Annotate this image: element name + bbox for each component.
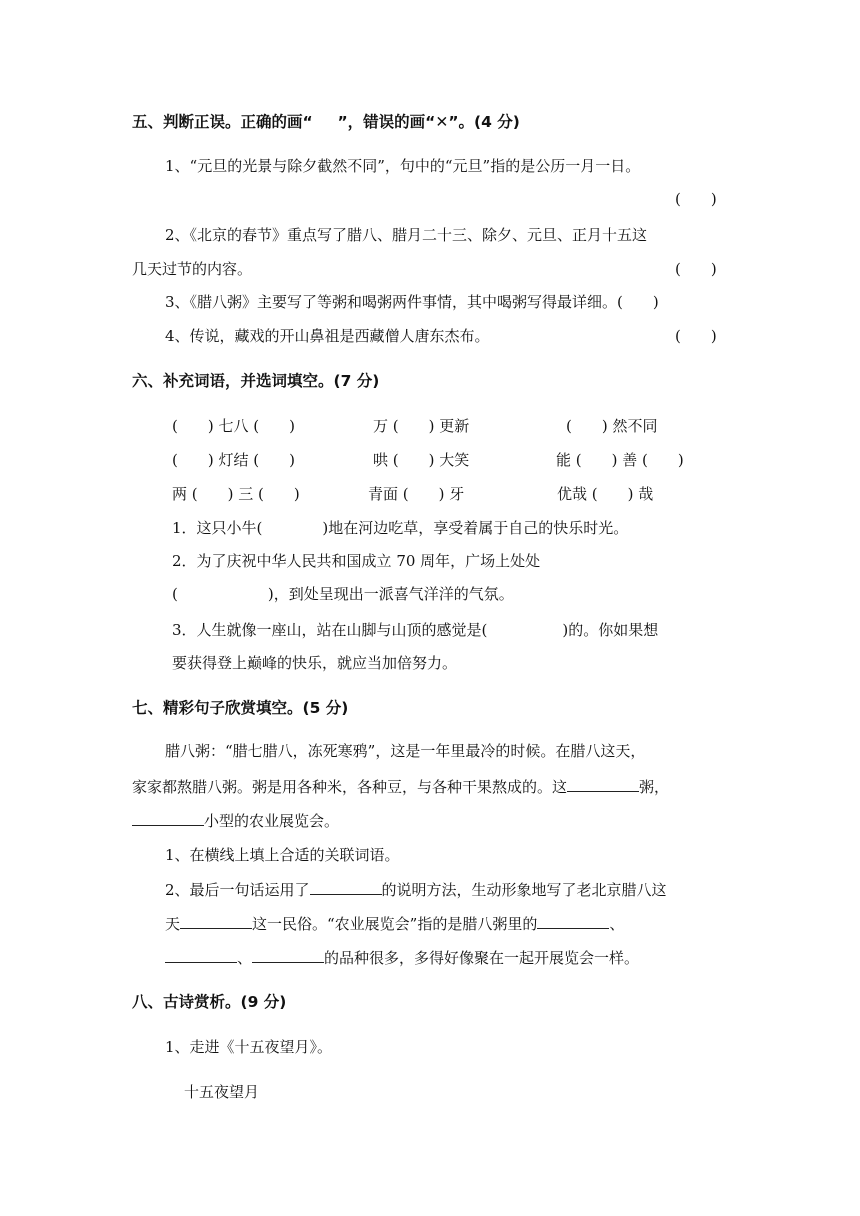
sec7-question-1: 1、在横线上填上合适的关联词语。 [165,846,400,864]
sec5-question-4: 4、传说，藏戏的开山鼻祖是西藏僧人唐东杰布。 [165,327,490,345]
sec5-question-2-line-1: 2、《北京的春节》重点写了腊八、腊月二十三、除夕、元旦、正月十五这 [165,226,648,244]
fill-sentence-1: 1．这只小牛( )地在河边吃草，享受着属于自己的快乐时光。 [172,519,629,537]
passage-line-1: 腊八粥：“腊七腊八，冻死寒鸦”，这是一年里最冷的时候。在腊八这天， [165,742,646,760]
sec7-question-2-line-2: 天 这一民俗。“农业展览会”指的是腊八粥里的 、 [165,915,625,933]
sec5-question-1: 1、“元旦的光景与除夕截然不同”，句中的“元旦”指的是公历一月一日。 [165,157,641,175]
word-fill-item[interactable]: 能 ( ) 善 ( ) [556,451,684,469]
word-fill-item[interactable]: ( ) 七八 ( ) [172,417,295,435]
answer-blank[interactable] [537,913,609,929]
fill-sentence-2-line-1: 2．为了庆祝中华人民共和国成立 70 周年，广场上处处 [172,552,541,570]
answer-blank[interactable] [567,776,639,792]
section-6-heading: 六、补充词语，并选词填空。(7 分) [132,372,380,390]
answer-blank[interactable] [310,879,382,895]
sec5-answer-paren-1[interactable]: ( ) [675,190,717,208]
word-fill-item[interactable]: 优哉 ( ) 哉 [557,485,654,503]
passage-line-3: 小型的农业展览会。 [132,810,339,831]
sec5-question-2-line-2: 几天过节的内容。 [132,260,253,278]
word-fill-item[interactable]: ( ) 灯结 ( ) [172,451,295,469]
section-7-heading: 七、精彩句子欣赏填空。(5 分) [132,699,349,717]
poem-title: 十五夜望月 [184,1083,260,1101]
answer-blank[interactable] [252,947,324,963]
sec5-answer-paren-4[interactable]: ( ) [675,327,717,345]
sec7-question-2-line-3: 、 的品种很多，多得好像聚在一起开展览会一样。 [165,947,639,968]
answer-blank[interactable] [165,947,237,963]
passage-line-2: 家家都熬腊八粥。粥是用各种米，各种豆，与各种干果熬成的。这 粥， [132,778,670,796]
word-fill-item[interactable]: 万 ( ) 更新 [373,417,470,435]
word-fill-item[interactable]: 两 ( ) 三 ( ) [172,485,300,503]
fill-sentence-3-line-1: 3．人生就像一座山，站在山脚与山顶的感觉是( )的。你如果想 [172,621,659,639]
section-8-heading: 八、古诗赏析。(9 分) [132,993,287,1011]
word-fill-item[interactable]: ( ) 然不同 [566,417,658,435]
sec8-question-1: 1、走进《十五夜望月》。 [165,1038,333,1056]
fill-sentence-2-line-2: ( )，到处呈现出一派喜气洋洋的气氛。 [172,585,514,603]
answer-blank[interactable] [180,913,252,929]
sec5-question-3: 3、《腊八粥》主要写了等粥和喝粥两件事情，其中喝粥写得最详细。( ) [165,293,659,311]
word-fill-item[interactable]: 哄 ( ) 大笑 [373,451,470,469]
answer-blank[interactable] [132,810,204,826]
word-fill-item[interactable]: 青面 ( ) 牙 [368,485,465,503]
fill-sentence-3-line-2: 要获得登上巅峰的快乐，就应当加倍努力。 [172,654,458,672]
section-5-heading: 五、判断正误。正确的画“ ”，错误的画“✕”。(4 分) [132,113,520,131]
sec5-answer-paren-2[interactable]: ( ) [675,260,717,278]
sec7-question-2-line-1: 2、最后一句话运用了 的说明方法，生动形象地写了老北京腊八这 [165,881,667,899]
